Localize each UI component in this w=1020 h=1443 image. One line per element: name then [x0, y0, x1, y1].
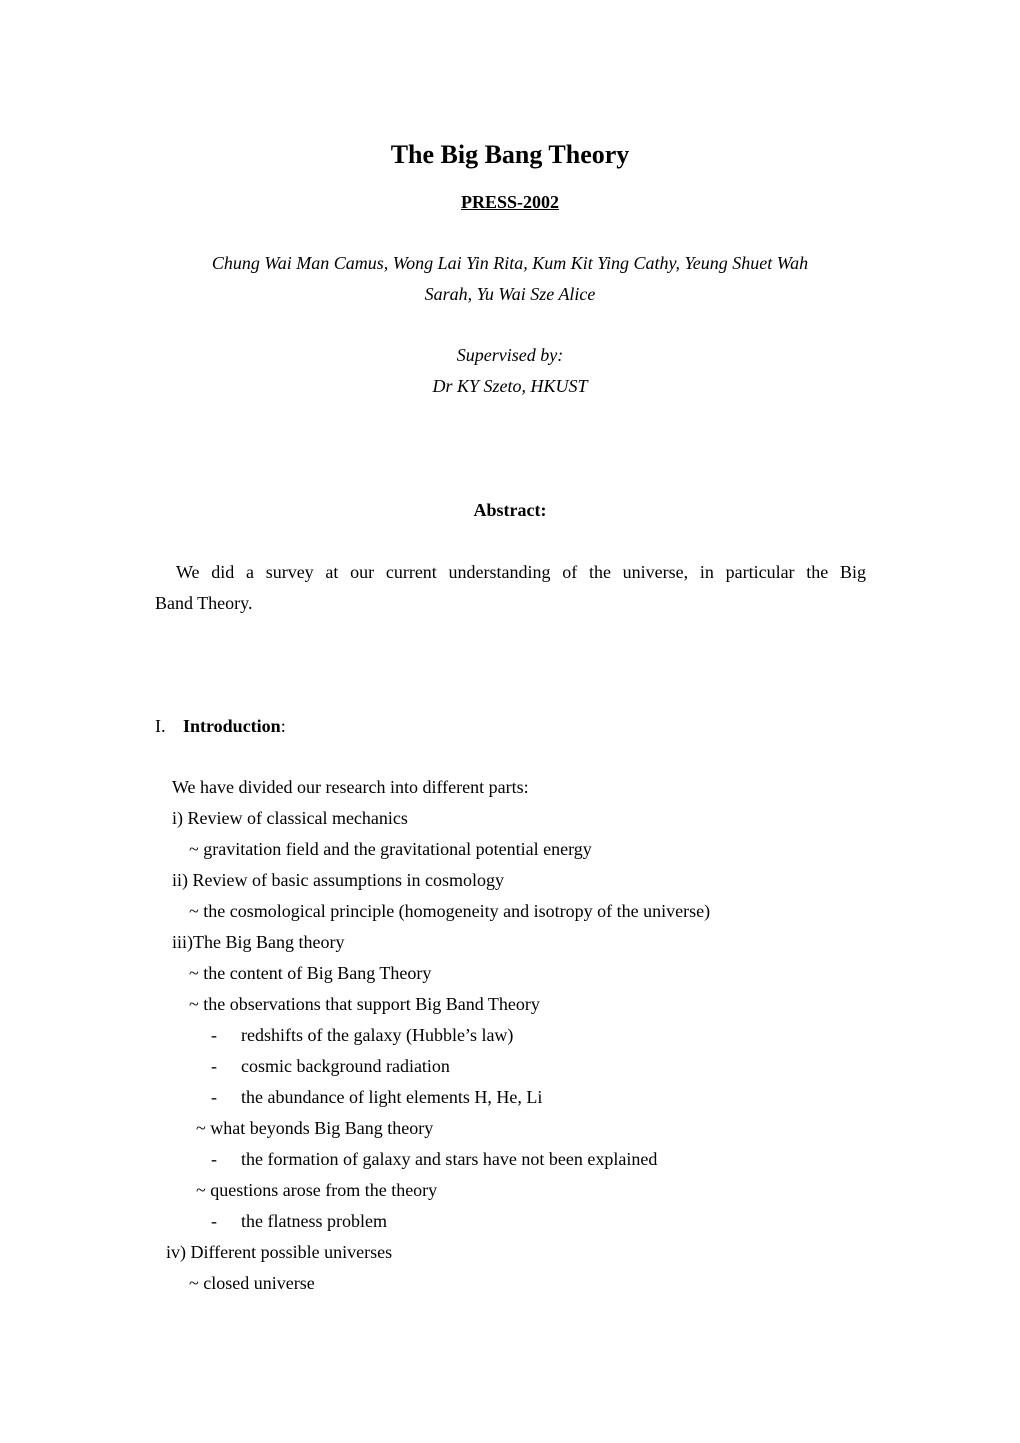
authors-line-2: Sarah, Yu Wai Sze Alice	[424, 284, 596, 304]
outline-sub-item: ~ questions arose from the theory	[196, 1180, 438, 1200]
bullet-dash: -	[211, 1149, 217, 1169]
outline-bullet: the formation of galaxy and stars have not been explained	[241, 1149, 658, 1169]
outline-sub-item: ~ the cosmological principle (homogeneity and isotropy of the universe)	[189, 901, 711, 921]
bullet-dash: -	[211, 1056, 217, 1076]
paper-subtitle: PRESS-2002	[460, 192, 559, 212]
abstract-text-line-2: Band Theory.	[155, 593, 253, 613]
bullet-dash: -	[211, 1211, 217, 1231]
outline-bullet: cosmic background radiation	[241, 1056, 450, 1076]
bullet-dash: -	[211, 1087, 217, 1107]
outline-item-iii: iii)The Big Bang theory	[172, 932, 345, 952]
abstract-heading: Abstract:	[473, 500, 547, 520]
section-heading-introduction	[155, 716, 286, 737]
paper-title: The Big Bang Theory	[390, 140, 630, 169]
abstract-text-line-1: We did a survey at our current understanding of the universe, in particular the Big	[176, 562, 866, 582]
outline-sub-item: ~ closed universe	[189, 1273, 315, 1293]
outline-intro: We have divided our research into different parts:	[172, 777, 529, 797]
outline-sub-item: ~ the observations that support Big Band Theory	[189, 994, 540, 1014]
outline-item-i: i) Review of classical mechanics	[172, 808, 408, 828]
outline-item-iv: iv) Different possible universes	[166, 1242, 393, 1262]
bullet-dash: -	[211, 1025, 217, 1045]
outline-bullet: the abundance of light elements H, He, Li	[241, 1087, 543, 1107]
outline-bullet: the flatness problem	[241, 1211, 387, 1231]
authors-line-1: Chung Wai Man Camus, Wong Lai Yin Rita, Kum Kit Ying Cathy, Yeung Shuet Wah	[211, 253, 809, 273]
section-number: I.	[155, 716, 166, 736]
outline-sub-item: ~ gravitation field and the gravitational potential energy	[189, 839, 592, 859]
outline-bullet: redshifts of the galaxy (Hubble’s law)	[241, 1025, 514, 1045]
outline-item-ii: ii) Review of basic assumptions in cosmology	[172, 870, 504, 890]
outline-sub-item: ~ what beyonds Big Bang theory	[196, 1118, 434, 1138]
section-colon: :	[280, 716, 286, 736]
supervisor-name: Dr KY Szeto, HKUST	[432, 376, 588, 396]
supervised-by-label: Supervised by:	[456, 345, 564, 365]
outline-sub-item: ~ the content of Big Bang Theory	[189, 963, 432, 983]
section-title: Introduction	[183, 716, 281, 736]
